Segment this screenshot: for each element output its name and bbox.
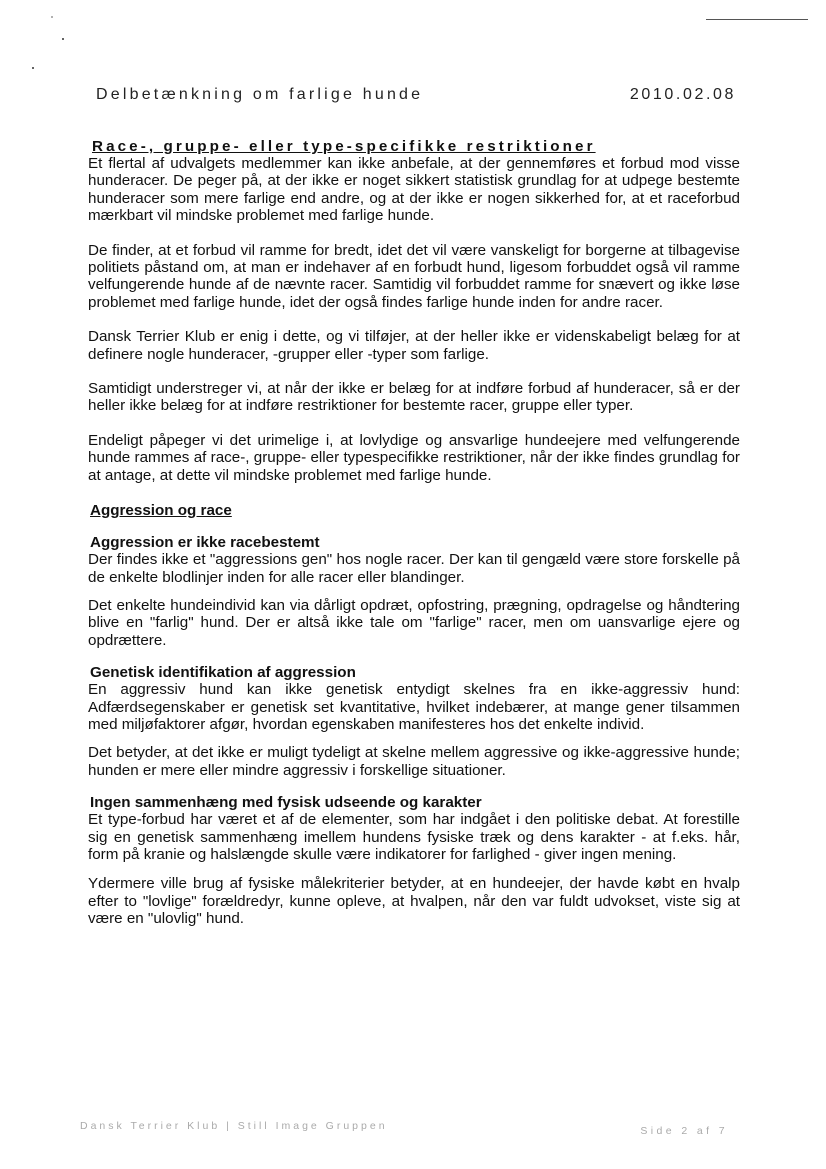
body-paragraph: Det betyder, at det ikke er muligt tydeligt at skelne mellem aggressive og ikke-aggressive hunde; hunden er mere eller mindre aggressiv i forskellige situationer.	[88, 744, 740, 779]
main-heading: Race-, gruppe- eller type-specifikke restriktioner	[92, 138, 596, 155]
body-paragraph: Samtidigt understreger vi, at når der ikke er belæg for at indføre forbud af hunderacer, så er der heller ikke belæg for at indføre restriktioner for bestemte racer, gruppe eller typer.	[88, 380, 740, 415]
body-paragraph: Et type-forbud har været et af de elementer, som har indgået i den politiske debat. At forestille sig en genetisk sammenhæng imellem hundens fysiske træk og dens karakter - at f.eks. hår, form på kranie og halslængde skulle være indikatorer for farlighed - giver ingen mening.	[88, 811, 740, 863]
body-paragraph: En aggressiv hund kan ikke genetisk entydigt skelnes fra en ikke-aggressiv hund: Adfærdsegenskaber er genetisk set kvantitative, hvilket indebærer, at mange gener tilsammen med miljøfaktorer afgør, hvordan egenskaben manifesteres hos det enkelte individ.	[88, 681, 740, 733]
body-paragraph: Der findes ikke et "aggressions gen" hos nogle racer. Der kan til gengæld være store forskelle på de enkelte blodlinjer inden for alle racer eller blandinger.	[88, 551, 740, 586]
footer-organization: Dansk Terrier Klub | Still Image Gruppen	[80, 1120, 388, 1132]
scan-artifact-dot	[51, 16, 53, 18]
body-paragraph: Ydermere ville brug af fysiske målekriterier betyder, at en hundeejer, der havde købt en hvalp efter to "lovlige" forældredyr, kunne opleve, at hvalpen, når den var fuldt udvokset, viste sig at være en "ulovlig" hund.	[88, 875, 740, 928]
subsection-heading: Aggression er ikke racebestemt	[90, 534, 320, 552]
body-paragraph: Det enkelte hundeindivid kan via dårligt opdræt, opfostring, prægning, opdragelse og håndtering blive en "farlig" hund. Der er altså ikke tale om "farlige" racer, men om uansvarlige ejere og opdrættere.	[88, 596, 740, 649]
document-date: 2010.02.08	[629, 86, 736, 103]
subsection-heading: Genetisk identifikation af aggression	[90, 664, 356, 682]
scan-artifact-line	[706, 19, 808, 20]
page-number: Side 2 af 7	[640, 1125, 728, 1137]
body-paragraph: Dansk Terrier Klub er enig i dette, og vi tilføjer, at der heller ikke er videnskabeligt belæg for at definere nogle hunderacer, -grupper eller -typer som farlige.	[88, 328, 740, 363]
body-paragraph: Endeligt påpeger vi det urimelige i, at lovlydige og ansvarlige hundeejere med velfungerende hunde rammes af race-, gruppe- eller typespecifikke restriktioner, når der ikke findes grundlag for at antage, at dette vil mindske problemet med farlige hunde.	[88, 431, 740, 484]
section-heading: Aggression og race	[90, 502, 232, 520]
document-title: Delbetænkning om farlige hunde	[96, 86, 424, 103]
body-paragraph: Et flertal af udvalgets medlemmer kan ikke anbefale, at der gennemføres et forbud mod visse hunderacer. De peger på, at der ikke er noget sikkert statistisk grundlag for at udpege bestemte hunderacer som mere farlige end andre, og at der ikke er nogen sikkerhed for, at et raceforbud mærkbart vil mindske problemet med farlige hunde.	[88, 155, 740, 225]
scan-artifact-dot	[62, 38, 64, 40]
body-paragraph: De finder, at et forbud vil ramme for bredt, idet det vil være vanskeligt for borgerne at tilbagevise politiets påstand om, at man er indehaver af en forbudt hund, ligesom forbuddet også vil ramme velfungerende hunde af de nævnte racer. Samtidig vil forbuddet ramme for snævert og ikke løse problemet med farlige hunde, idet der også findes farlige hunde inden for andre racer.	[88, 241, 740, 311]
document-body	[88, 138, 740, 928]
scan-artifact-dot	[32, 67, 34, 69]
subsection-heading: Ingen sammenhæng med fysisk udseende og karakter	[90, 794, 482, 812]
